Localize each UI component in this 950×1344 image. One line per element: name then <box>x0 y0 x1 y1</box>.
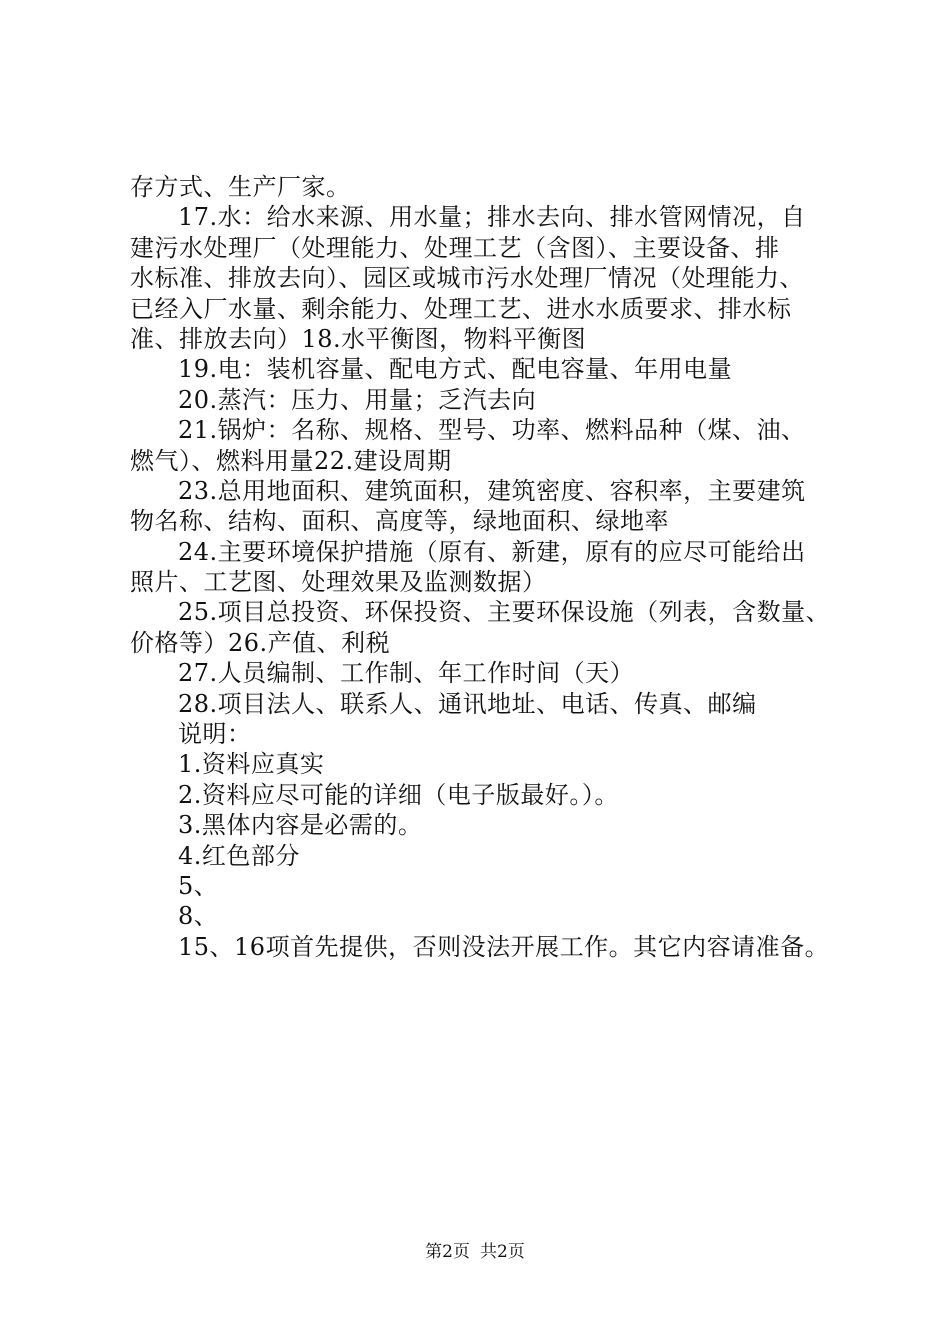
text-line: 17.水：给水来源、用水量；排水去向、排水管网情况，自 <box>178 203 806 232</box>
text-line: 准、排放去向）18.水平衡图，物料平衡图 <box>130 324 587 353</box>
text-line: 已经入厂水量、剩余能力、处理工艺、进水水质要求、排水标 <box>130 294 792 323</box>
text-line: 15、16项首先提供，否则没法开展工作。其它内容请准备。 <box>178 932 830 961</box>
text-line: 价格等）26.产值、利税 <box>130 628 391 657</box>
text-line: 27.人员编制、工作制、年工作时间（天） <box>178 659 635 688</box>
text-line: 25.项目总投资、环保投资、主要环保设施（列表，含数量、 <box>178 598 831 627</box>
text-line: 3.黑体内容是必需的。 <box>178 811 423 840</box>
text-line: 20.蒸汽：压力、用量；乏汽去向 <box>178 385 537 414</box>
text-line: 存方式、生产厂家。 <box>130 173 351 201</box>
text-line: 2.资料应尽可能的详细（电子版最好。）。 <box>178 780 619 809</box>
page-total: 共2页 <box>480 1242 525 1262</box>
text-line: 建污水处理厂（处理能力、处理工艺（含图）、主要设备、排 <box>130 233 780 262</box>
text-line: 8、 <box>178 902 219 931</box>
text-line: 照片、工艺图、处理效果及监测数据） <box>130 568 547 597</box>
page-number: 第2页 <box>425 1242 470 1262</box>
text-line: 5、 <box>178 871 219 900</box>
text-line: 燃气）、燃料用量22.建设周期 <box>130 446 452 475</box>
text-line: 4.红色部分 <box>178 841 300 870</box>
text-line: 21.锅炉：名称、规格、型号、功率、燃料品种（煤、油、 <box>178 416 806 445</box>
text-line: 水标准、排放去向）、园区或城市污水处理厂情况（处理能力、 <box>130 264 804 293</box>
page-footer <box>0 1240 950 1264</box>
text-line: 1.资料应真实 <box>178 750 325 779</box>
document-body <box>130 172 865 962</box>
text-line: 说明： <box>178 720 252 749</box>
text-line: 物名称、结构、面积、高度等，绿地面积、绿地率 <box>130 507 669 536</box>
text-line: 28.项目法人、联系人、通讯地址、电话、传真、邮编 <box>178 689 757 718</box>
text-line: 19.电：装机容量、配电方式、配电容量、年用电量 <box>178 355 733 384</box>
text-line: 23.总用地面积、建筑面积，建筑密度、容积率，主要建筑 <box>178 476 806 505</box>
text-line: 24.主要环境保护措施（原有、新建，原有的应尽可能给出 <box>178 537 806 566</box>
